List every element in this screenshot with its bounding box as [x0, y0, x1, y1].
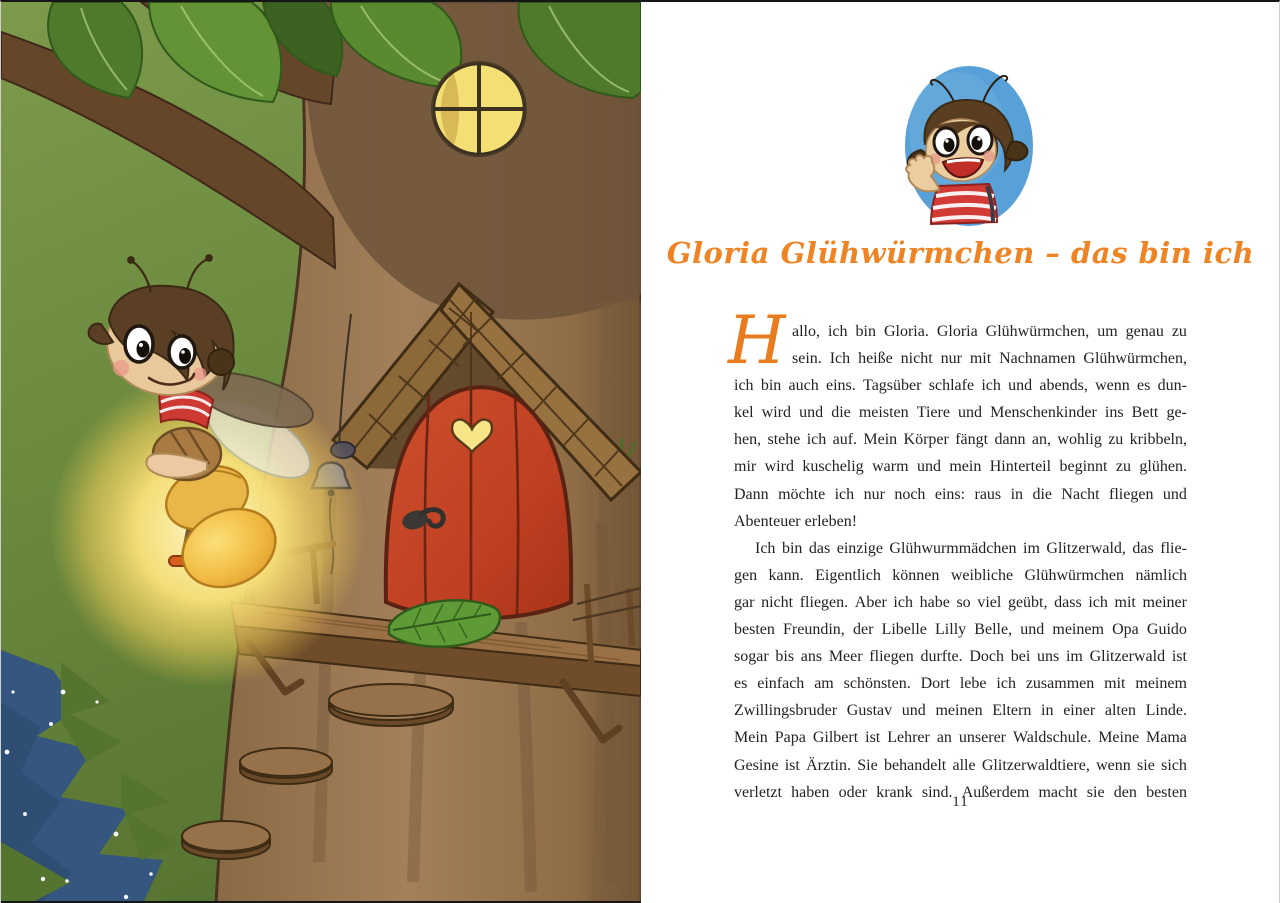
- chapter-text: [728, 302, 1187, 806]
- text-line: hen, stehe ich auf. Mein Körper fängt dann an, wohlig zu kribbeln,: [734, 431, 1187, 449]
- paragraph-1: [728, 302, 1187, 535]
- text-line: besten Freundin, der Libelle Lilly Belle, und meinem Opa Guido: [734, 621, 1187, 639]
- gloria-portrait: [891, 58, 1041, 234]
- illustration-page: [1, 2, 641, 903]
- treehouse-illustration: [1, 2, 641, 903]
- chapter-title: Gloria Glühwürmchen – das bin ich: [666, 236, 1255, 270]
- page-number: 11: [952, 794, 969, 810]
- drop-cap: H: [728, 302, 786, 379]
- text-line: es einfach am schönsten. Dort lebe ich zusammen mit meinem: [734, 675, 1187, 693]
- text-line: sein. Ich heiße nicht nur mit Nachnamen Glühwürmchen,: [792, 350, 1187, 368]
- text-line: Zwillingsbruder Gustav und meinen Eltern in einer alten Linde.: [734, 702, 1187, 720]
- gloria-portrait-vignette: [891, 58, 1041, 234]
- text-line: Dann möchte ich nur noch eins: raus in die Nacht fliegen und: [734, 485, 1187, 503]
- text-line: kel wird und die meisten Tiere und Menschenkinder ins Bett ge-: [734, 404, 1187, 422]
- text-line: gen kann. Eigentlich können weibliche Glühwürmchen nämlich: [734, 566, 1187, 584]
- text-line: mir wird kuschelig warm und mein Hinterteil beginnt zu glühen.: [734, 458, 1187, 476]
- text-line: Mein Papa Gilbert ist Lehrer an unserer Waldschule. Meine Mama: [734, 729, 1187, 747]
- text-line: verletzt haben oder krank sind. Außerdem macht sie den besten: [734, 783, 1187, 801]
- text-line: Ich bin das einzige Glühwurmmädchen im Glitzerwald, das flie-: [755, 539, 1187, 557]
- text-line: sogar bis ans Meer fliegen durfte. Doch bei uns im Glitzerwald ist: [734, 648, 1187, 666]
- text-line: allo, ich bin Gloria. Gloria Glühwürmchen, um genau zu: [792, 323, 1187, 340]
- paragraph-2: [734, 535, 1187, 806]
- text-line: Abenteuer erleben!: [734, 512, 858, 530]
- text-line: ich bin auch eins. Tagsüber schlafe ich und abends, wenn es dun-: [734, 377, 1187, 395]
- text-line: Gesine ist Ärztin. Sie behandelt alle Glitzerwaldtiere, wenn sie sich: [734, 756, 1187, 774]
- text-page: [641, 2, 1280, 903]
- round-window: [431, 61, 527, 157]
- text-line: gar nicht fliegen. Aber ich habe so viel geübt, dass ich mit meiner: [734, 593, 1187, 611]
